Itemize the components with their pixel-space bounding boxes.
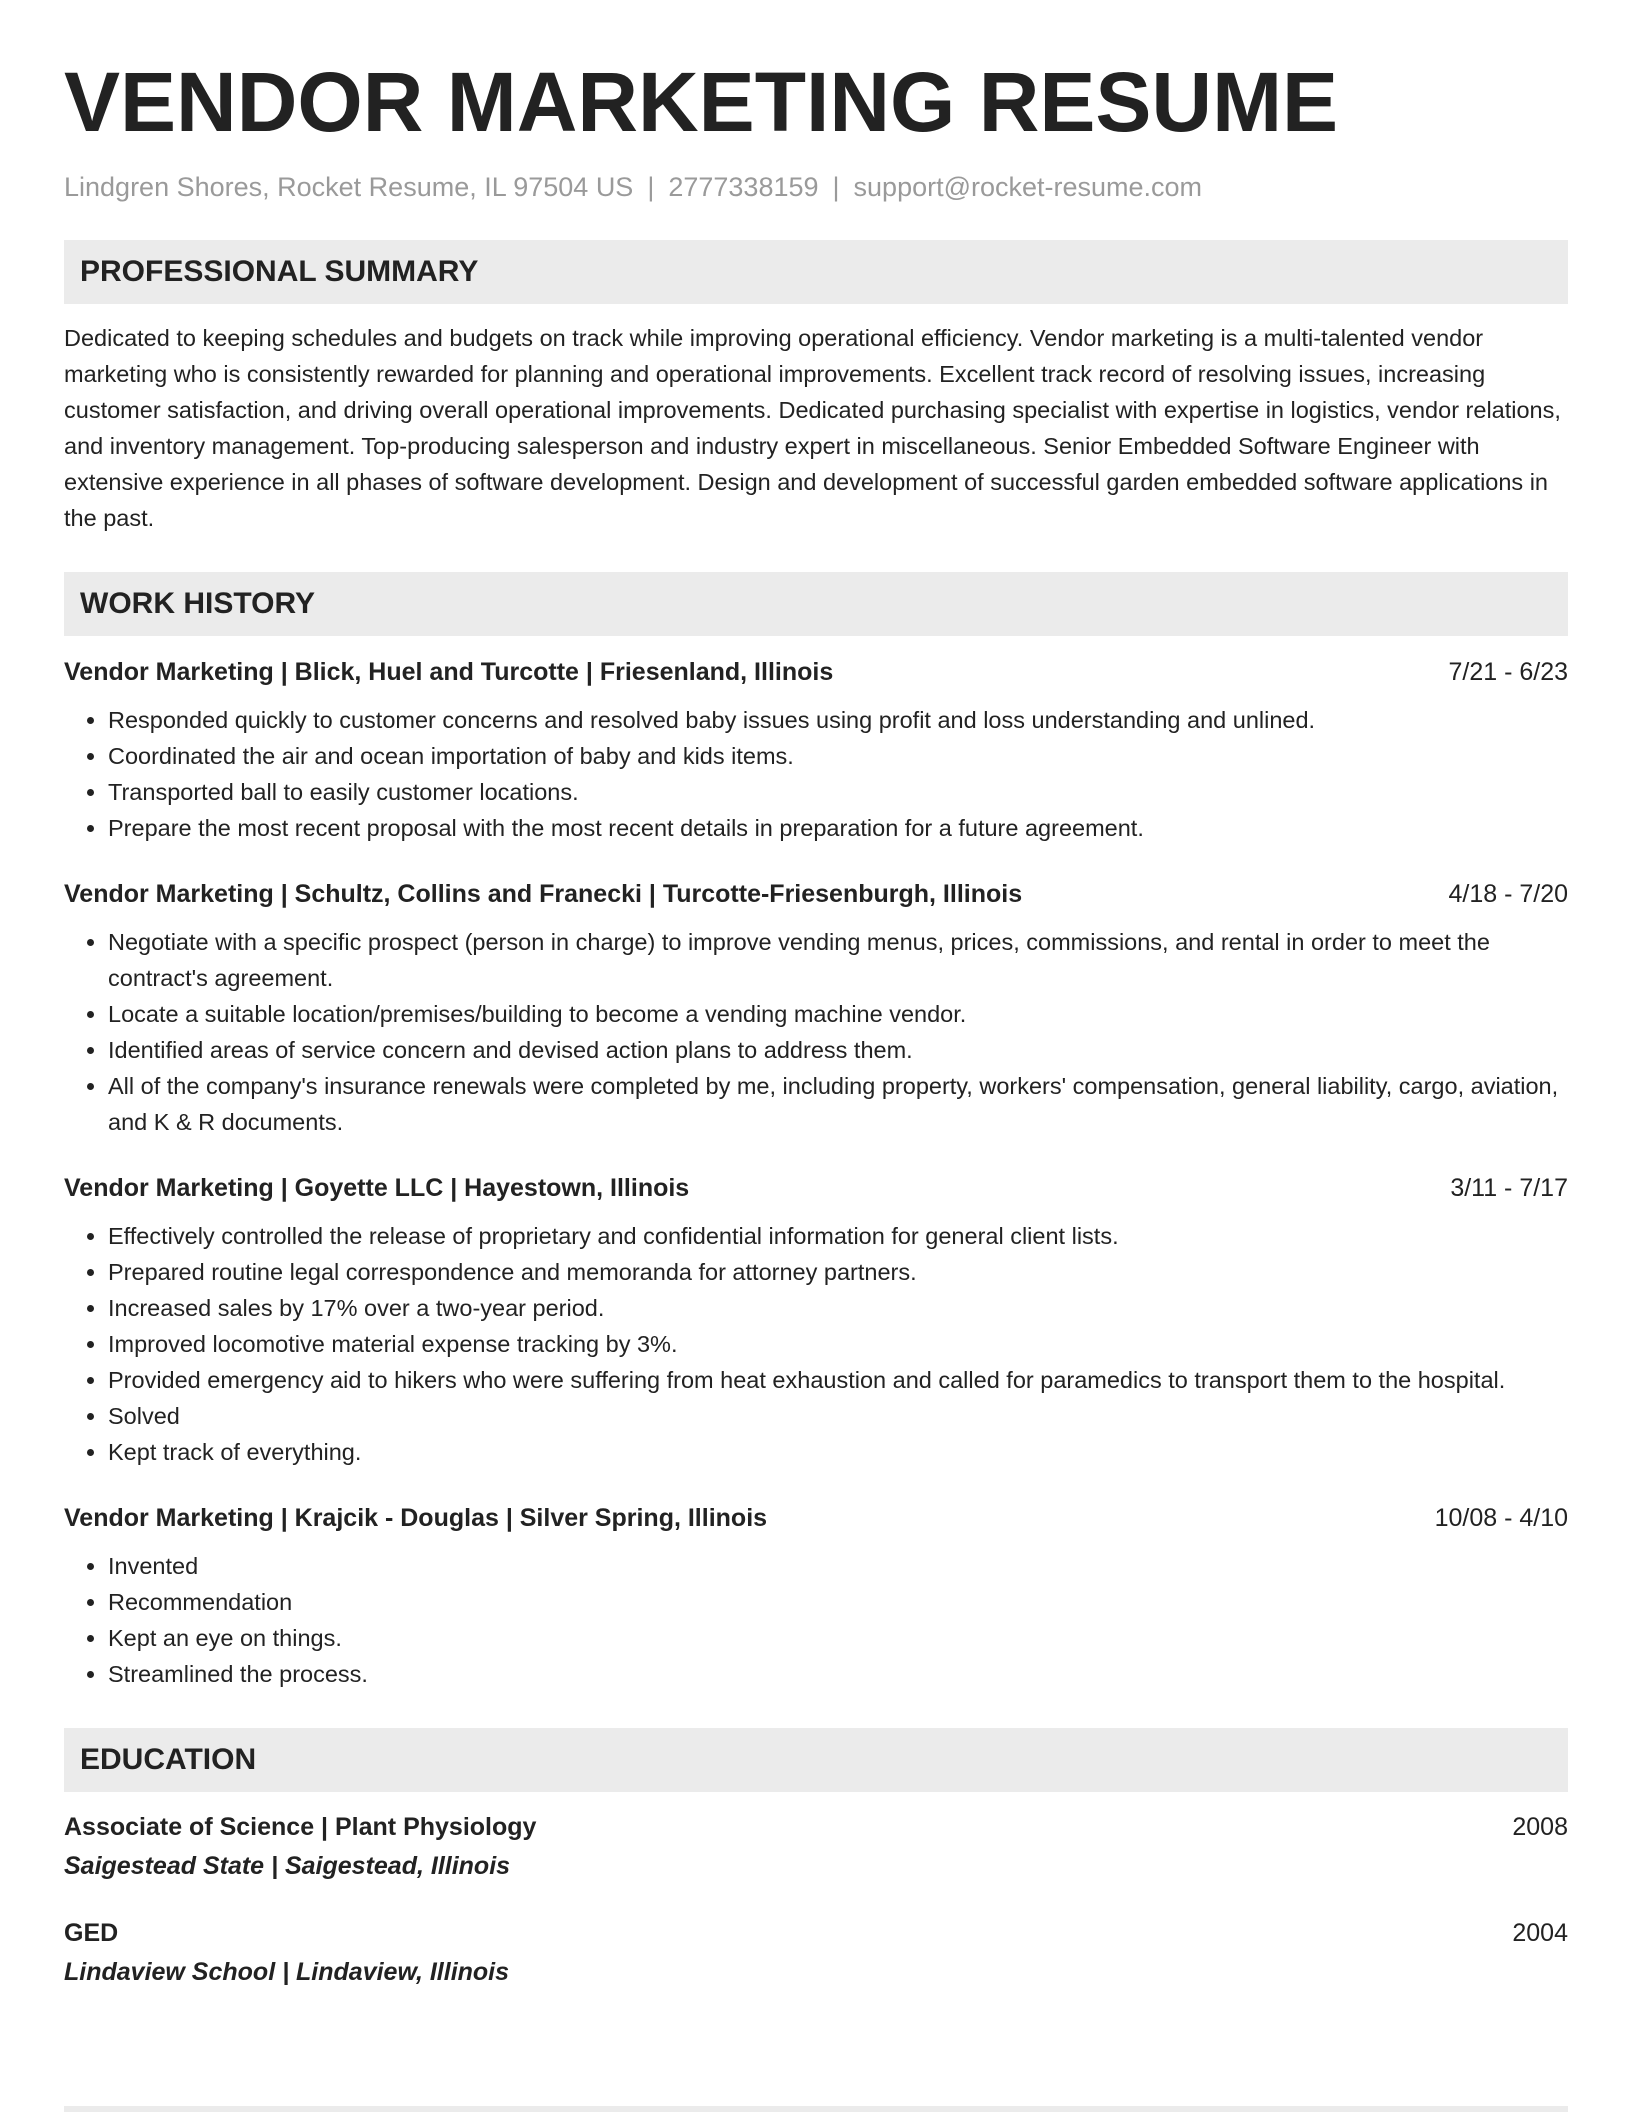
education-list [64, 1808, 1568, 1992]
job-header [64, 1500, 1568, 1536]
job-title: Vendor Marketing | Schultz, Collins and Franecki | Turcotte-Friesenburgh, Illinois [64, 880, 1023, 908]
job-bullet: • Solved [108, 1398, 1568, 1434]
job-bullet: • Increased sales by 17% over a two-year period. [108, 1290, 1568, 1326]
job-entry [64, 1170, 1568, 1470]
job-bullet-list [64, 924, 1568, 1140]
job-entry [64, 1500, 1568, 1692]
work-history-list [64, 654, 1568, 1692]
summary-heading: PROFESSIONAL SUMMARY [64, 240, 1568, 304]
education-heading: EDUCATION [64, 1728, 1568, 1792]
education-school: Saigestead State | Saigestead, Illinois [64, 1852, 511, 1880]
job-bullet: • Invented [108, 1548, 1568, 1584]
job-dates: 3/11 - 7/17 [1450, 1174, 1568, 1202]
contact-line [64, 170, 1568, 204]
contact-address: Lindgren Shores, Rocket Resume, IL 97504 US [64, 172, 634, 202]
job-title: Vendor Marketing | Goyette LLC | Hayestown, Illinois [64, 1174, 690, 1202]
job-entry [64, 654, 1568, 846]
job-header [64, 1170, 1568, 1206]
job-bullet: • Responded quickly to customer concerns and resolved baby issues using profit and loss understanding and unlined. [108, 702, 1568, 738]
education-header [64, 1808, 1568, 1846]
education-header [64, 1914, 1568, 1952]
education-entry [64, 1914, 1568, 1992]
education-year: 2004 [1512, 1919, 1568, 1947]
job-bullet: • Prepared routine legal correspondence and memoranda for attorney partners. [108, 1254, 1568, 1290]
job-dates: 10/08 - 4/10 [1434, 1504, 1568, 1532]
job-bullet-list [64, 1548, 1568, 1692]
job-bullet: • Identified areas of service concern and devised action plans to address them. [108, 1032, 1568, 1068]
summary-text: Dedicated to keeping schedules and budgets on track while improving operational efficiency. Vendor marketing is a multi-talented vendor marketing who is consistently rewarded for planning and operational improvements. Excellent track record of resolving issues, increasing customer satisfaction, and driving overall operational improvements. Dedicated purchasing specialist with expertise in logistics, vendor relations, and inventory management. Top-producing salesperson and industry expert in miscellaneous. Senior Embedded Software Engineer with extensive experience in all phases of software development. Design and development of successful garden embedded software applications in the past. [64, 325, 1561, 531]
education-year: 2008 [1512, 1813, 1568, 1841]
work-history-heading: WORK HISTORY [64, 572, 1568, 636]
job-title: Vendor Marketing | Blick, Huel and Turcotte | Friesenland, Illinois [64, 658, 834, 686]
job-bullet: • All of the company's insurance renewals were completed by me, including property, workers' compensation, general liability, cargo, aviation, and K & R documents. [108, 1068, 1568, 1140]
contact-separator: | [647, 172, 655, 202]
job-bullet: • Locate a suitable location/premises/building to become a vending machine vendor. [108, 996, 1568, 1032]
job-header [64, 654, 1568, 690]
contact-phone: 2777338159 [668, 172, 819, 202]
job-entry [64, 876, 1568, 1140]
education-school: Lindaview School | Lindaview, Illinois [64, 1958, 510, 1986]
job-bullet: • Kept an eye on things. [108, 1620, 1568, 1656]
job-bullet: • Effectively controlled the release of proprietary and confidential information for general client lists. [108, 1218, 1568, 1254]
education-degree: GED [64, 1919, 119, 1947]
job-header [64, 876, 1568, 912]
job-bullet: • Recommendation [108, 1584, 1568, 1620]
job-dates: 4/18 - 7/20 [1448, 880, 1568, 908]
job-bullet: • Streamlined the process. [108, 1656, 1568, 1692]
section-divider [64, 2106, 1568, 2112]
job-bullet: • Kept track of everything. [108, 1434, 1568, 1470]
job-bullet-list [64, 702, 1568, 846]
job-title: Vendor Marketing | Krajcik - Douglas | Silver Spring, Illinois [64, 1504, 768, 1532]
education-degree: Associate of Science | Plant Physiology [64, 1813, 537, 1841]
job-bullet: • Improved locomotive material expense tracking by 3%. [108, 1326, 1568, 1362]
contact-email: support@rocket-resume.com [853, 172, 1203, 202]
resume-title: VENDOR MARKETING RESUME [64, 55, 1339, 149]
job-bullet: • Transported ball to easily customer locations. [108, 774, 1568, 810]
job-bullet: • Coordinated the air and ocean importation of baby and kids items. [108, 738, 1568, 774]
job-dates: 7/21 - 6/23 [1448, 658, 1568, 686]
job-bullet: • Prepare the most recent proposal with the most recent details in preparation for a future agreement. [108, 810, 1568, 846]
contact-separator: | [832, 172, 840, 202]
job-bullet: • Provided emergency aid to hikers who were suffering from heat exhaustion and called for paramedics to transport them to the hospital. [108, 1362, 1568, 1398]
job-bullet: • Negotiate with a specific prospect (person in charge) to improve vending menus, prices, commissions, and rental in order to meet the contract's agreement. [108, 924, 1568, 996]
job-bullet-list [64, 1218, 1568, 1470]
education-entry [64, 1808, 1568, 1886]
